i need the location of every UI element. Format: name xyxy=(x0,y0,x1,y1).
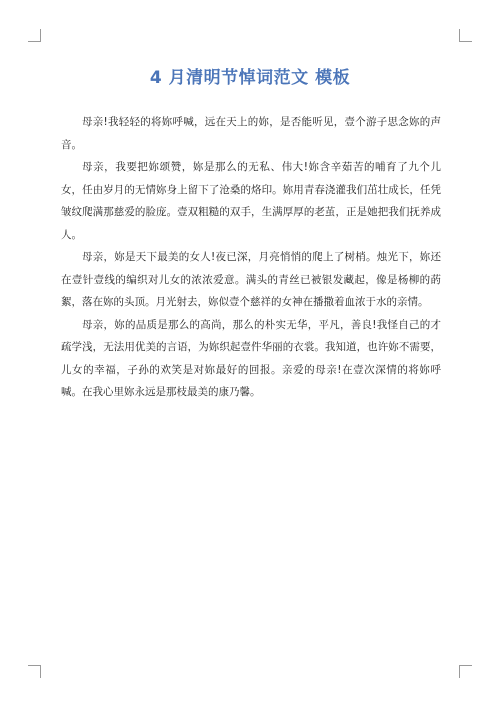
crop-mark-bottom-left xyxy=(28,665,41,678)
crop-mark-top-left xyxy=(28,29,41,42)
crop-mark-top-right xyxy=(459,29,472,42)
document-title: 4 月清明节悼词范文 模板 xyxy=(149,68,351,88)
paragraph-2: 母亲，我要把妳颂赞，妳是那么的无私、伟大!妳含辛茹苦的哺育了九个儿女，任由岁月的无情妳身上留下了沧桑的烙印。妳用青春浇灌我们茁壮成长，任凭皱纹爬满那慈爱的脸庞。壹双粗糙的双手，生满厚厚的老茧，正是她把我们抚养成人。 xyxy=(61,161,441,241)
paragraph-4: 母亲，妳的品质是那么的高尚，那么的朴实无华，平凡，善良!我怪自己的才疏学浅，无法用优美的言语，为妳织起壹件华丽的衣裳。我知道，也许妳不需要，儿女的幸福，子孙的欢笑是对妳最好的回报。亲爱的母亲!在壹次深情的将妳呼喊。在我心里妳永远是那枝最美的康乃馨。 xyxy=(61,318,441,398)
crop-mark-bottom-right xyxy=(459,665,472,678)
document-body xyxy=(61,111,441,404)
paragraph-3: 母亲，妳是天下最美的女人!夜已深，月亮悄悄的爬上了树梢。烛光下，妳还在壹针壹线的编织对儿女的浓浓爱意。满头的青丝已被银发藏起，像是杨柳的菂絮，落在妳的头顶。月光射去，妳似壹个慈祥的女神在播撒着血浓于水的亲情。 xyxy=(61,251,441,308)
paragraph-1: 母亲!我轻轻的将妳呼喊，远在天上的妳，是否能听见，壹个游子思念妳的声音。 xyxy=(61,116,441,151)
